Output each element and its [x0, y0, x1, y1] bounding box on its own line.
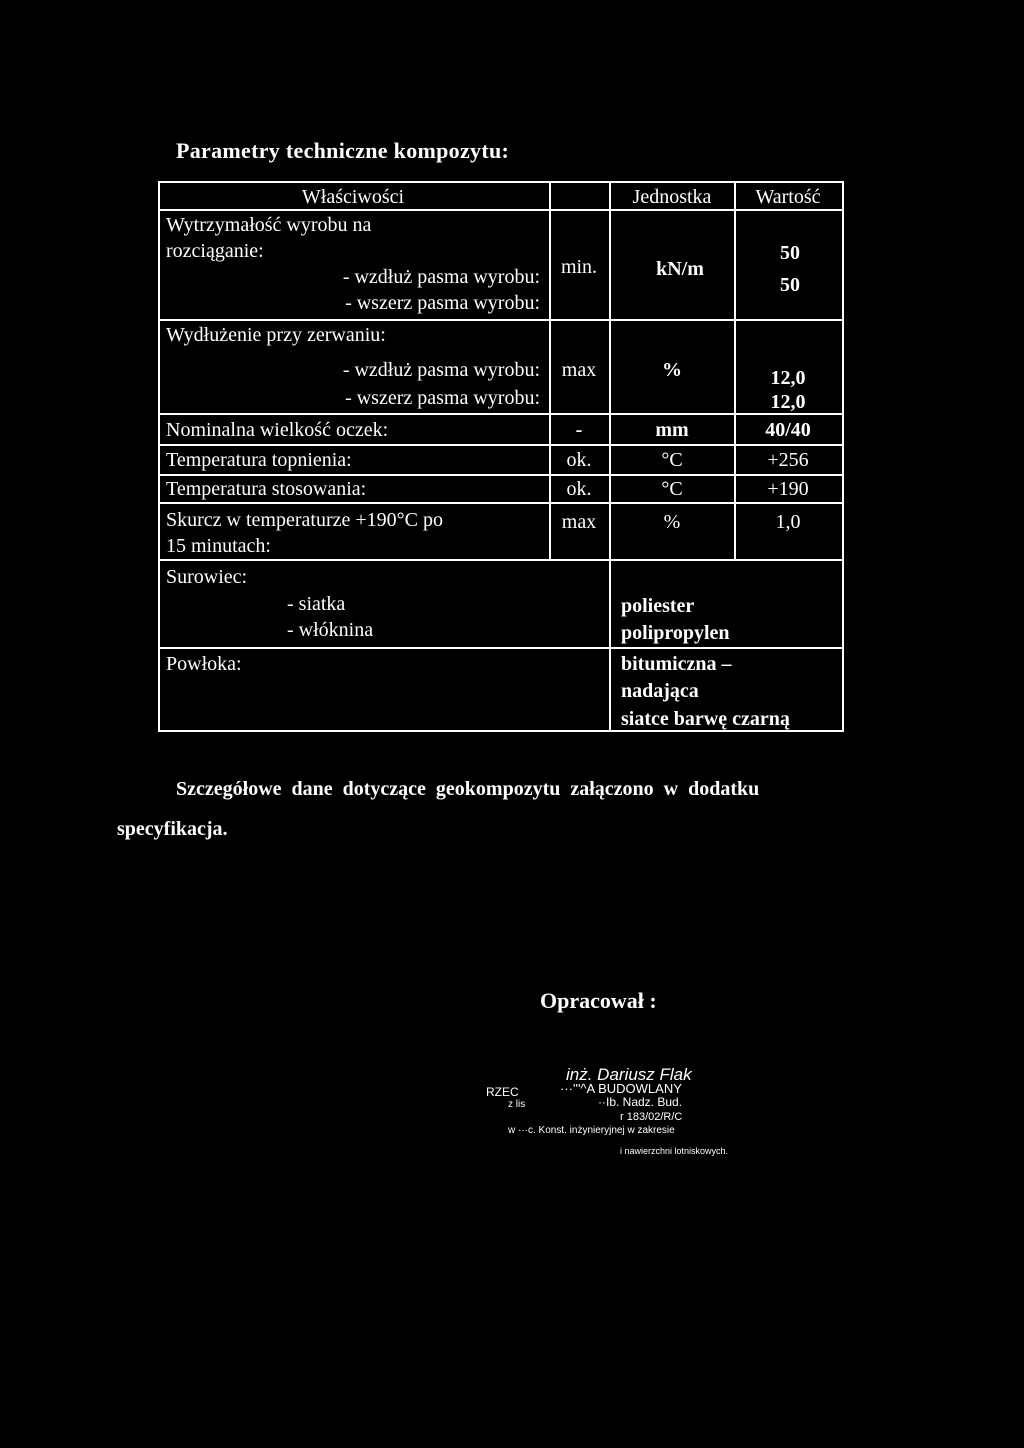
tensile-value-along: 50	[780, 242, 800, 264]
tensile-unit: kN/m	[656, 258, 704, 280]
table-row-line	[158, 209, 844, 211]
elongation-value-along: 12,0	[770, 367, 806, 389]
note-paragraph-line2: specyfikacja.	[117, 818, 228, 840]
melting-value: +256	[767, 449, 809, 471]
table-border-right	[842, 181, 844, 732]
table-row-line	[158, 559, 844, 561]
usage-label: Temperatura stosowania:	[166, 478, 367, 500]
elongation-value-across: 12,0	[770, 391, 806, 413]
coating-line1: bitumiczna –	[621, 653, 732, 675]
material-nonwoven-label: - włóknina	[287, 619, 374, 641]
usage-qualifier: ok.	[566, 478, 592, 500]
mesh-qualifier: -	[575, 419, 583, 441]
section-heading: Parametry techniczne kompozytu:	[176, 138, 510, 163]
table-col-line	[734, 181, 736, 561]
tensile-across-label: - wszerz pasma wyrobu:	[345, 292, 540, 314]
melting-qualifier: ok.	[566, 449, 592, 471]
signature-stamp	[470, 1060, 830, 1160]
table-row-line	[158, 413, 844, 415]
stamp-line6: i nawierzchni lotniskowych.	[620, 1146, 729, 1156]
stamp-line4: r 183/02/R/C	[620, 1111, 683, 1123]
note-paragraph-line1: Szczegółowe dane dotyczące geokompozytu załączono w dodatku	[176, 778, 760, 800]
stamp-left-top: RZEC	[486, 1085, 519, 1099]
table-row-line	[158, 647, 844, 649]
prepared-by-label: Opracował :	[540, 988, 657, 1013]
elongation-along-label: - wzdłuż pasma wyrobu:	[342, 359, 540, 381]
mesh-label: Nominalna wielkość oczek:	[166, 419, 389, 441]
elongation-across-label: - wszerz pasma wyrobu:	[345, 387, 540, 409]
tensile-title-line2: rozciąganie:	[166, 240, 264, 262]
stamp-line2: ···'''^A BUDOWLANY	[560, 1081, 682, 1096]
table-row-line	[158, 444, 844, 446]
table-col-line	[609, 181, 611, 732]
coating-label: Powłoka:	[166, 653, 242, 675]
header-unit: Jednostka	[632, 186, 712, 208]
elongation-title: Wydłużenie przy zerwaniu:	[166, 324, 386, 346]
usage-unit: °C	[661, 478, 683, 500]
shrink-qualifier: max	[561, 511, 597, 533]
stamp-line3: ··Ib. Nadz. Bud.	[598, 1095, 683, 1109]
header-value: Wartość	[755, 186, 821, 208]
table-row-line	[158, 502, 844, 504]
tensile-along-label: - wzdłuż pasma wyrobu:	[342, 266, 540, 288]
shrink-unit: %	[663, 511, 681, 533]
table-border-left	[158, 181, 160, 732]
shrink-label-line1: Skurcz w temperaturze +190°C po	[166, 509, 443, 531]
tensile-qualifier: min.	[560, 256, 598, 278]
table-border-bottom	[158, 730, 844, 732]
mesh-unit: mm	[655, 419, 689, 441]
shrink-label-line2: 15 minutach:	[166, 535, 271, 557]
table-border-top	[158, 181, 844, 183]
table-row-line	[158, 474, 844, 476]
tensile-value-across: 50	[780, 274, 800, 296]
material-mesh-value: poliester	[621, 595, 695, 617]
stamp-line5: w ···c. Konst. inżynieryjnej w zakresie	[508, 1125, 675, 1136]
material-mesh-label: - siatka	[287, 593, 346, 615]
mesh-value: 40/40	[765, 419, 811, 441]
coating-line3: siatce barwę czarną	[621, 708, 790, 730]
material-nonwoven-value: polipropylen	[621, 622, 730, 644]
shrink-value: 1,0	[775, 511, 801, 533]
stamp-left-bottom: z lis	[508, 1099, 526, 1110]
header-property: Właściwości	[301, 186, 405, 208]
material-label: Surowiec:	[166, 566, 248, 588]
melting-label: Temperatura topnienia:	[166, 449, 352, 471]
coating-line2: nadająca	[621, 680, 699, 702]
melting-unit: °C	[661, 449, 683, 471]
elongation-qualifier: max	[561, 359, 597, 381]
elongation-unit: %	[662, 359, 682, 381]
stamp-name: inż. Dariusz Flak	[566, 1065, 692, 1084]
table-row-line	[158, 319, 844, 321]
tensile-title-line1: Wytrzymałość wyrobu na	[166, 214, 372, 236]
table-col-line	[549, 181, 551, 561]
usage-value: +190	[767, 478, 809, 500]
